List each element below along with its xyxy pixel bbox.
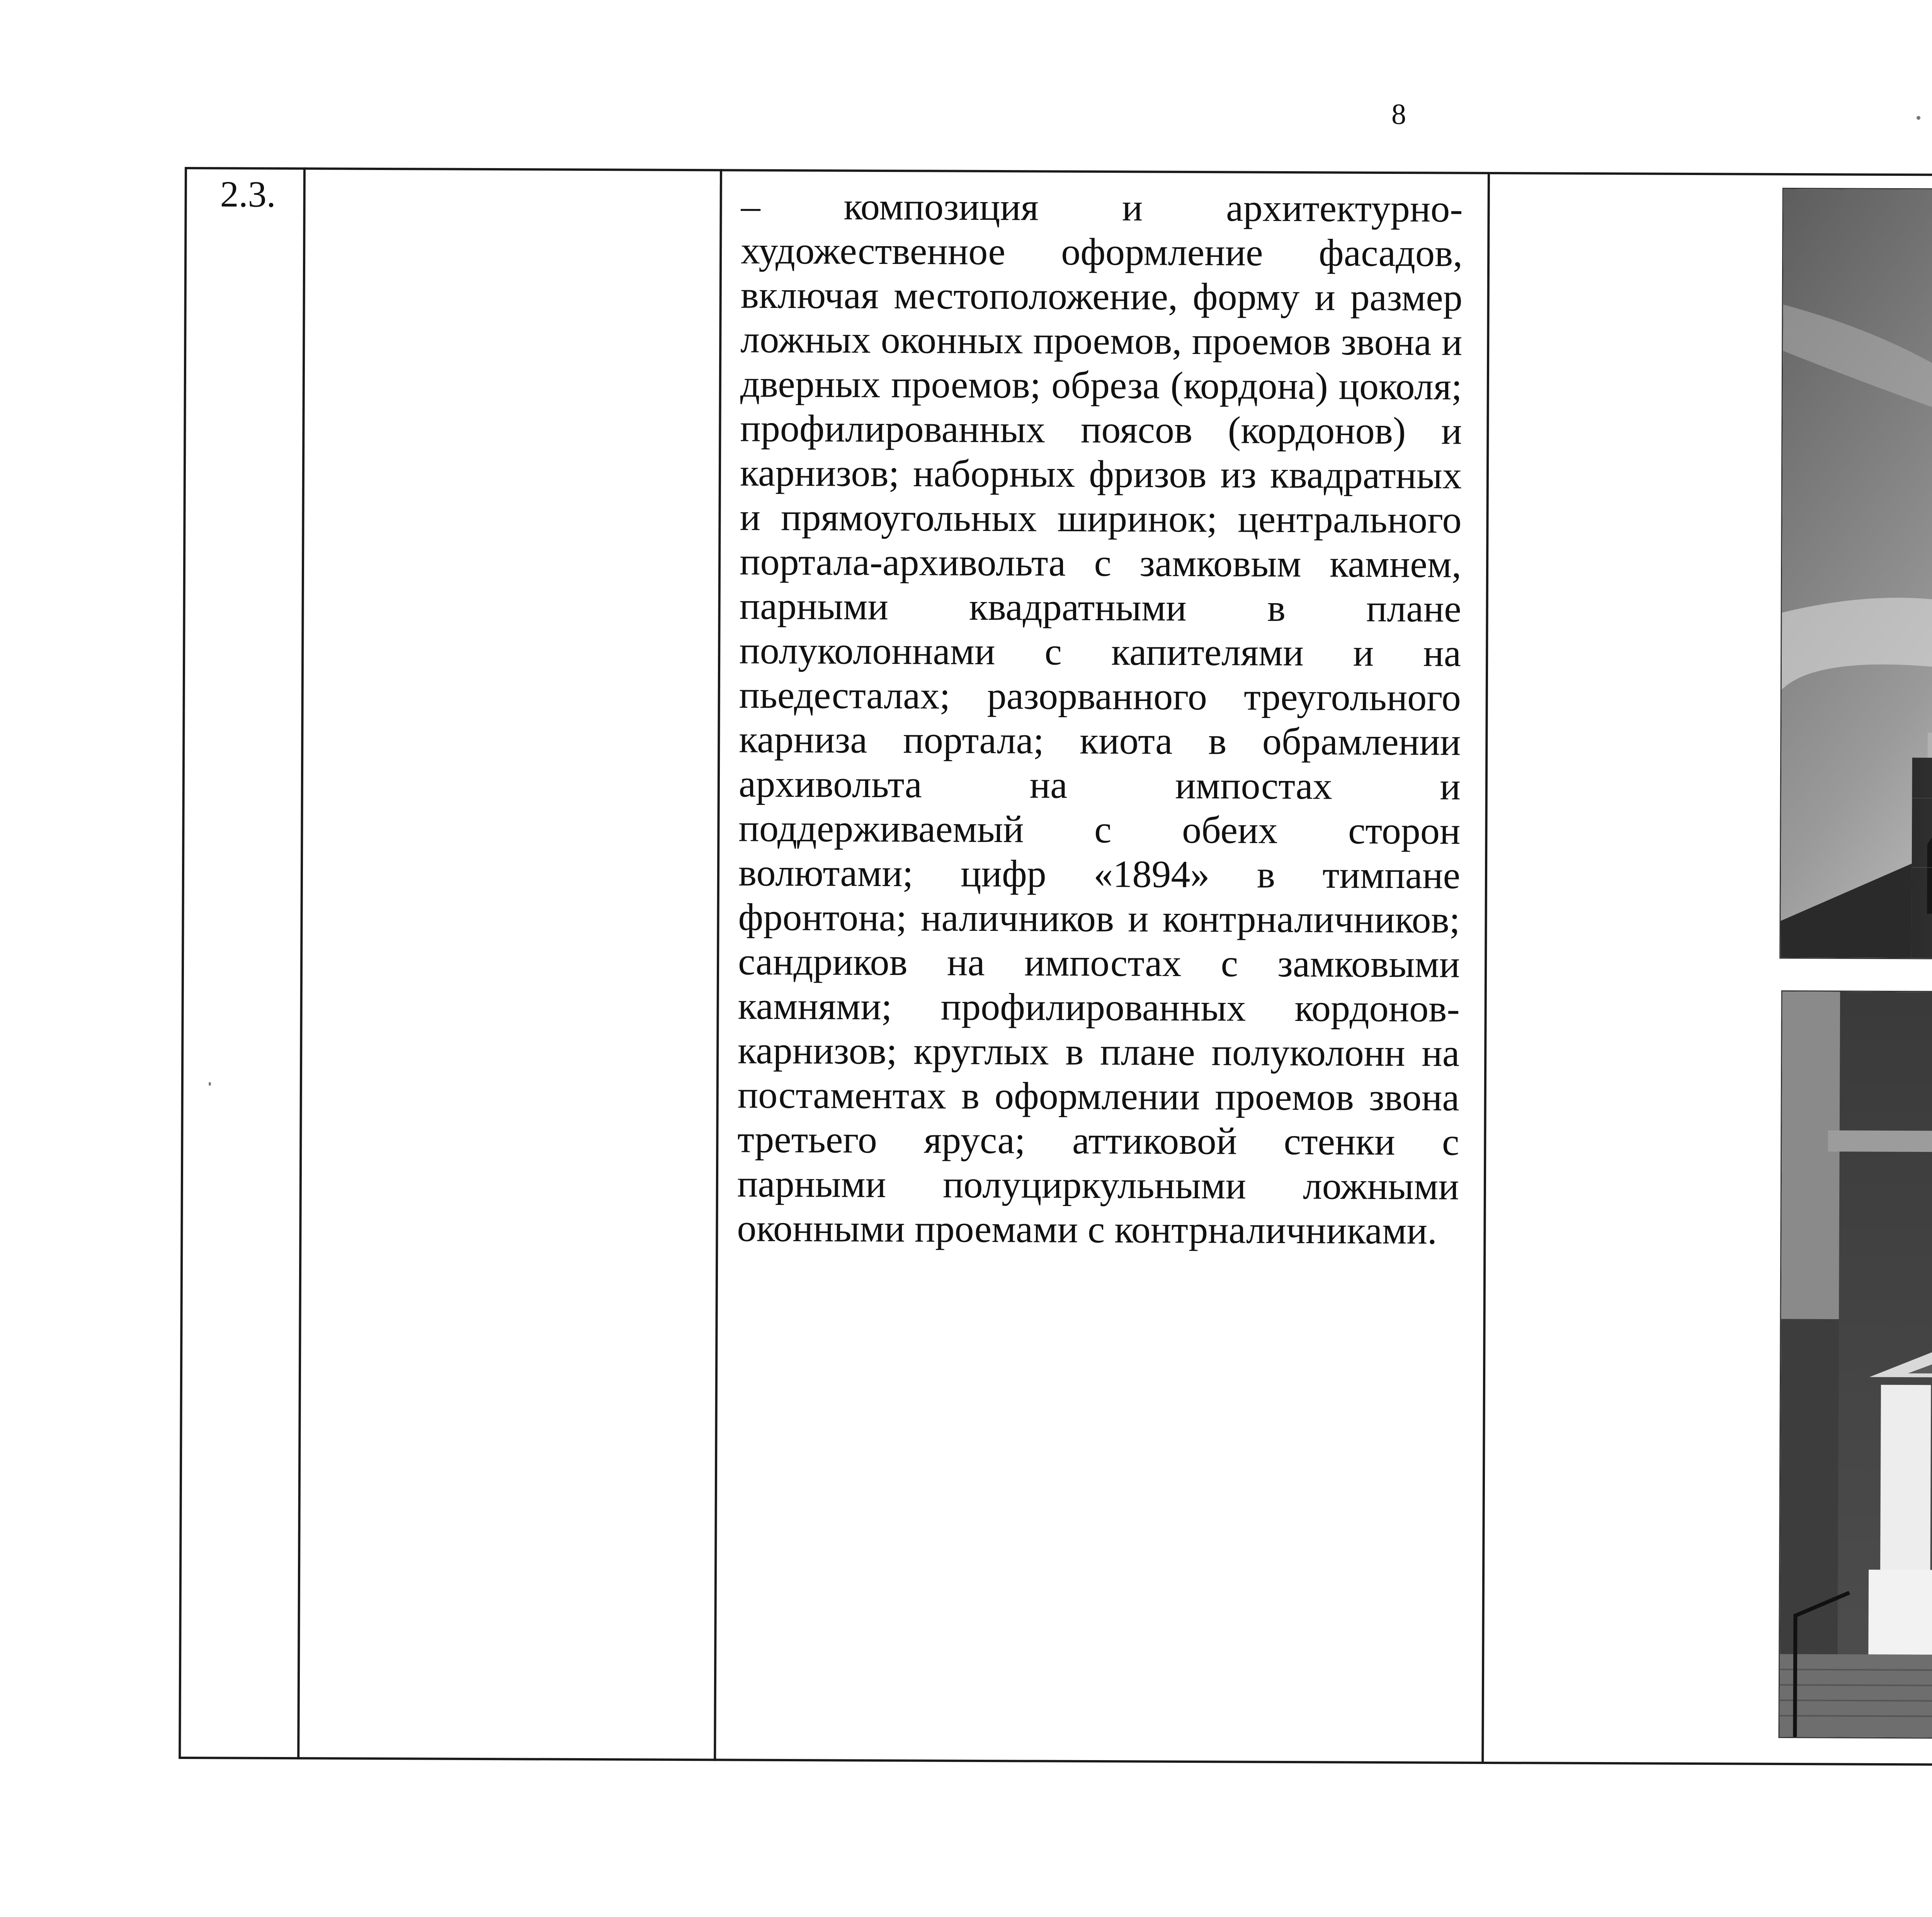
- row-number: 2.3.: [220, 173, 276, 215]
- bell-tower-image: [1781, 189, 1932, 960]
- scan-speck: [1917, 116, 1920, 120]
- row-description: – композиция и архитектурно-художественное оформление фасадов, включая местоположение, форму и размер ложных оконных проемов, проемов звона и дверных проемов; обреза (кордона) цоколя; профилированных поясов (кордонов) и карнизов; наборных фризов из квадратных и прямоугольных ширинок; центрального портала-архивольта с замковым камнем, парными квадратными в плане полуколоннами с капителями и на пьедесталах; разорванного треугольного карниза портала; киота в обрамлении архивольта на импостах и поддерживаемый с обеих сторон волютами; цифр «1894» в тимпане фронтона; наличников и контрналичников; сандриков на импостах с замковыми камнями; профилированных кордонов-карнизов; круглых в плане полуколонн на постаментах в оформлении проемов звона третьего яруса; аттиковой стенки с парными полуциркульными ложными оконными проемами с контрналичниками.: [737, 184, 1463, 1252]
- portal-image: [1779, 992, 1932, 1739]
- scan-speck: [209, 1082, 211, 1086]
- description-table: [179, 167, 1932, 1769]
- bell-tower-photo: [1779, 188, 1932, 961]
- portal-photo: [1778, 990, 1932, 1740]
- page-number: 8: [1391, 98, 1406, 131]
